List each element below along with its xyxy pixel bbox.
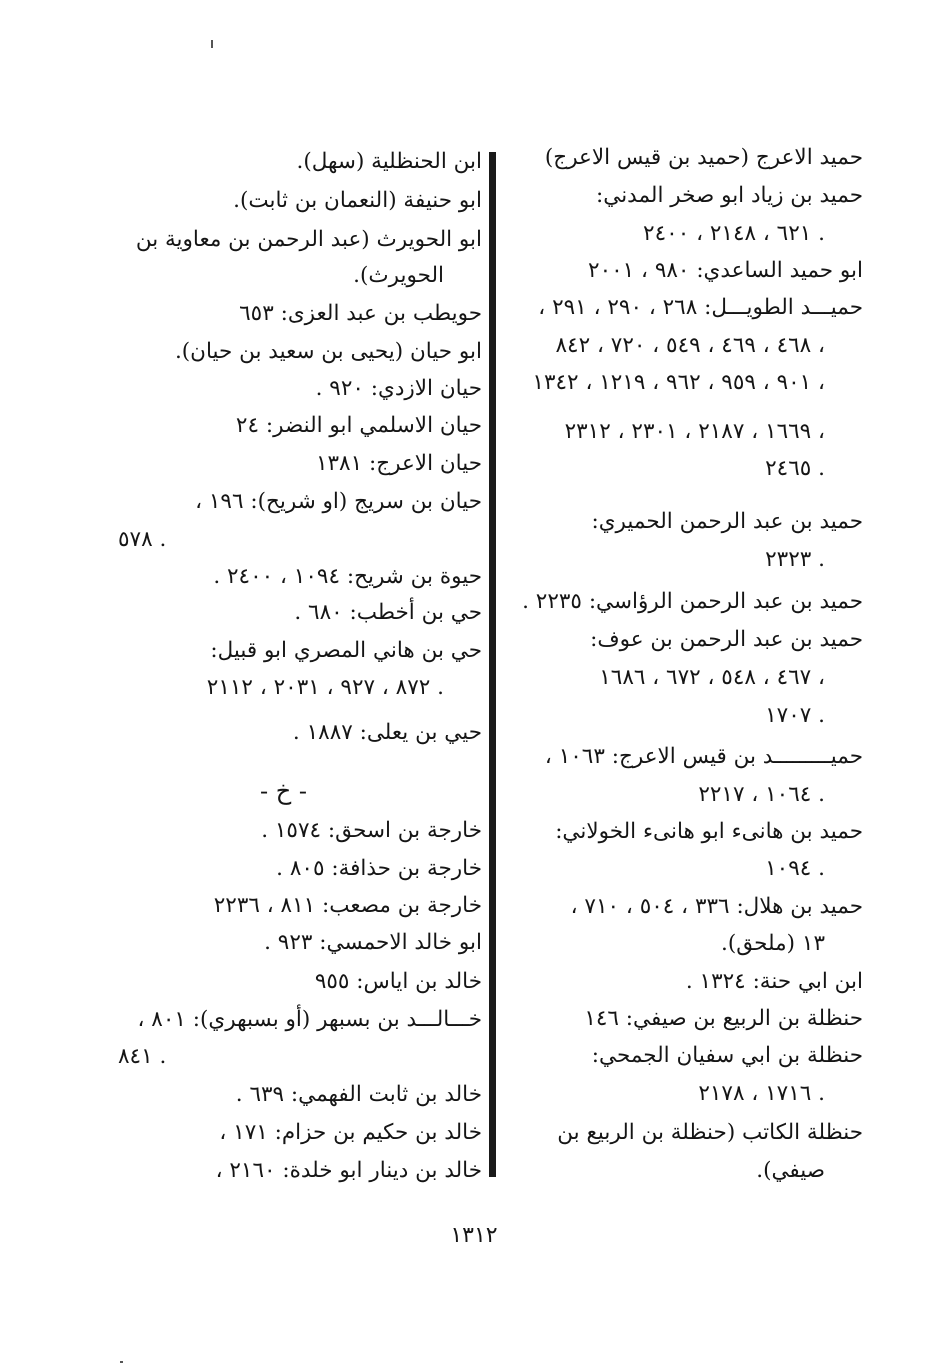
index-entry: ابن الحنظلية (سهل). xyxy=(296,149,482,174)
page-refs: ٤٦٧ ، ٥٤٨ ، ٦٧٢ ، ١٦٨٦ ، xyxy=(599,665,825,690)
index-entry: حيان الازدي: ٩٢٠ . xyxy=(315,376,482,401)
page-refs: ٩٠١ ، ٩٥٩ ، ٩٦٢ ، ١٢١٩ ، ١٣٤٢ ، xyxy=(532,370,825,395)
page-refs: ١٠٦٤ ، ٢٢١٧ . xyxy=(698,782,825,807)
index-entry: ابو خالد الاحمسي: ٩٢٣ . xyxy=(264,930,482,955)
index-entry: حميد بن عبد الرحمن الحميري: xyxy=(591,509,863,534)
page-refs: ١٠٩٤ . xyxy=(765,856,825,881)
index-entry: حميد بن هلال: ٣٣٦ ، ٥٠٤ ، ٧١٠ ، xyxy=(570,894,863,919)
scan-speck xyxy=(120,1361,123,1363)
index-entry: حميد الاعرج (حميد بن قيس الاعرج) xyxy=(544,145,863,170)
page-refs: ٤٦٨ ، ٤٦٩ ، ٥٤٩ ، ٧٢٠ ، ٨٤٢ ، xyxy=(555,333,825,358)
index-entry: حي بن أخطب: ٦٨٠ . xyxy=(294,600,482,625)
index-entry: حميـــد الطويـــل: ٢٦٨ ، ٢٩٠ ، ٢٩١ ، xyxy=(538,295,863,320)
index-entry: خالد بن دينار ابو خلدة: ٢١٦٠ ، xyxy=(215,1158,482,1183)
page-number: ١٣١٢ xyxy=(450,1223,498,1248)
index-entry: خـــالـــد بن بسبهر (أو بسبهري): ٨٠١ ، xyxy=(137,1007,482,1032)
index-entry: حميد بن هانىء ابو هانىء الخولاني: xyxy=(555,819,863,844)
page-refs: ١٧١٦ ، ٢١٧٨ . xyxy=(698,1081,825,1106)
page-refs: ٦٢١ ، ٢١٤٨ ، ٢٤٠٠ . xyxy=(643,221,825,246)
index-entry: حيي بن يعلى: ١٨٨٧ . xyxy=(292,720,482,745)
page-refs: ٢٣٢٣ . xyxy=(765,547,825,572)
index-entry: حويطب بن عبد العزى: ٦٥٣ xyxy=(239,301,482,326)
index-entry: حي بن هاني المصري ابو قبيل: xyxy=(210,638,482,663)
index-entry: خالد بن حكيم بن حزام: ١٧١ ، xyxy=(219,1120,482,1145)
index-entry: خالد بن ثابت الفهمي: ٦٣٩ . xyxy=(235,1082,482,1107)
index-entry: خارجة بن حذافة: ٨٠٥ . xyxy=(276,856,482,881)
page-refs: ١٧٠٧ . xyxy=(765,703,825,728)
index-entry: حنظلة بن ابي سفيان الجمحي: xyxy=(591,1043,863,1068)
index-entry: حميـــــــــد بن قيس الاعرج: ١٠٦٣ ، xyxy=(544,744,863,769)
index-entry: ابو حنيفة (النعمان بن ثابت). xyxy=(233,188,482,213)
index-entry: خارجة بن مصعب: ٨١١ ، ٢٢٣٦ xyxy=(213,893,482,918)
index-entry: حنظلة الكاتب (حنظلة بن الربيع بن xyxy=(557,1120,863,1145)
column-divider xyxy=(489,152,496,1177)
index-entry: ابو حميد الساعدي: ٩٨٠ ، ٢٠٠١ xyxy=(588,258,863,283)
page-refs: ١٣ (ملحق). xyxy=(721,931,825,956)
index-entry-continued: الحويرث). xyxy=(353,263,444,288)
index-entry: حميد بن زياد ابو صخر المدني: xyxy=(596,183,863,208)
page-refs: ٨٧٢ ، ٩٢٧ ، ٢٠٣١ ، ٢١١٢ . xyxy=(206,675,444,700)
index-entry: خالد بن اياس: ٩٥٥ xyxy=(314,969,482,994)
index-entry: حيان الاعرج: ١٣٨١ xyxy=(315,451,482,476)
page-refs: ٥٧٨ . xyxy=(118,527,167,552)
index-entry: حيان بن سريج (او شريح): ١٩٦ ، xyxy=(195,489,482,514)
index-entry: ابو حيان (يحيى بن سعيد بن حيان). xyxy=(174,339,482,364)
index-entry: حيوة بن شريح: ١٠٩٤ ، ٢٤٠٠ . xyxy=(213,564,482,589)
index-entry: ابو الحويرث (عبد الرحمن بن معاوية بن xyxy=(135,227,482,252)
scan-speck xyxy=(211,40,213,48)
index-entry: حميد بن عبد الرحمن بن عوف: xyxy=(590,627,863,652)
index-entry: حيان الاسلمي ابو النضر: ٢٤ xyxy=(235,413,482,438)
page-refs: ١٦٦٩ ، ٢١٨٧ ، ٢٣٠١ ، ٢٣١٢ ، xyxy=(564,419,825,444)
index-entry-continued: صيفي). xyxy=(756,1158,825,1183)
index-entry: خارجة بن اسحق: ١٥٧٤ . xyxy=(261,818,482,843)
page-refs: ٢٤٦٥ . xyxy=(765,456,825,481)
page-refs: ٨٤١ . xyxy=(118,1044,167,1069)
section-heading-khaa: - خ - xyxy=(260,777,307,805)
index-entry: ابن ابي حنة: ١٣٢٤ . xyxy=(685,969,863,994)
index-entry: حنظلة بن الربيع بن صيفي: ١٤٦ xyxy=(584,1006,863,1031)
index-entry: حميد بن عبد الرحمن الرؤاسي: ٢٢٣٥ . xyxy=(522,589,863,614)
